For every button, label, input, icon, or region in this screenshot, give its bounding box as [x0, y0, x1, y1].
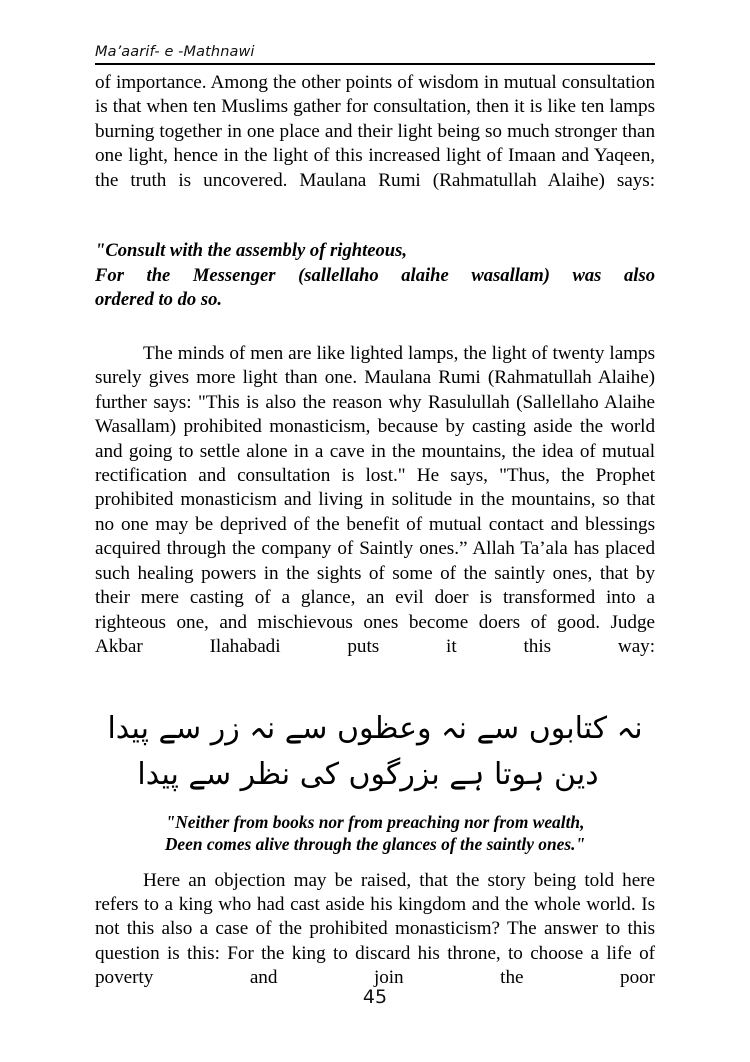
page-number: 45 [362, 986, 388, 1008]
page-content [95, 71, 655, 1015]
translation-line-2: Deen comes alive through the glances of the saintly ones." [164, 834, 586, 855]
running-header [95, 44, 655, 65]
spacer [95, 856, 655, 869]
spacer [95, 798, 655, 811]
paragraph-continuation: of importance. Among the other points of wisdom in mutual consultation is that when ten Muslims gather for consultation, then it is like ten lamps burning together in one place and their light being so much stronger than one light, hence in the light of this increased light of Imaan and Yaqeen, the truth is uncovered. Maulana Rumi (Rahmatullah Alaihe) says: [95, 72, 655, 191]
paragraph-minds-of-men: The minds of men are like lighted lamps, the light of twenty lamps surely gives more light than one. Maulana Rumi (Rahmatullah Alaihe) further says: "This is also the reason why Rasulullah (Sallellaho Alaihe Wasallam) prohibited monasticism, because by casting aside the world and going to settle alone in a cave in the mountains, the idea of mutual rectification and consultation is lost." He says, "Thus, the Prophet prohibited monasticism and living in solitude in the mountains, so that no one may be deprived of the benefit of mutual contact and blessings acquired through the company of Saintly ones.” Allah Ta’ala has placed such healing powers in the sights of some of the saintly ones, that by their mere casting of a glance, an evil doer is transformed into a righteous one, and mischievous ones become doers of good. Judge Akbar Ilahabadi puts it this way: [95, 343, 655, 657]
urdu-couplet-line-1: نہ کتابوں سے نہ وعظوں سے نہ زر سے پیدا [107, 710, 643, 746]
urdu-couplet-translation [95, 811, 655, 856]
paragraph-objection: Here an objection may be raised, that the story being told here refers to a king who had cast aside his kingdom and the whole world. Is not this also a case of the prohibited monasticism? The answer to this question is this: For the king to discard his throne, to choose a life of poverty and join the poor [95, 869, 655, 989]
spacer [95, 312, 655, 342]
translation-line-1: "Neither from books nor from preaching nor from wealth, [165, 811, 585, 832]
verse-line-1: "Consult with the assembly of righteous, [95, 240, 408, 262]
urdu-couplet [95, 706, 655, 798]
header-rule [95, 63, 655, 65]
spacer [95, 217, 655, 239]
verse-line-3: ordered to do so. [95, 288, 223, 310]
rumi-verse-quote [95, 239, 655, 312]
verse-line-2: For the Messenger (sallellaho alaihe wasallam) was also [95, 264, 655, 286]
running-header-title: Ma’aarif- e -Mathnawi [95, 44, 255, 60]
spacer [95, 684, 655, 706]
urdu-couplet-line-2: دین ہوتا ہے بزرگوں کی نظر سے پیدا [137, 756, 599, 792]
